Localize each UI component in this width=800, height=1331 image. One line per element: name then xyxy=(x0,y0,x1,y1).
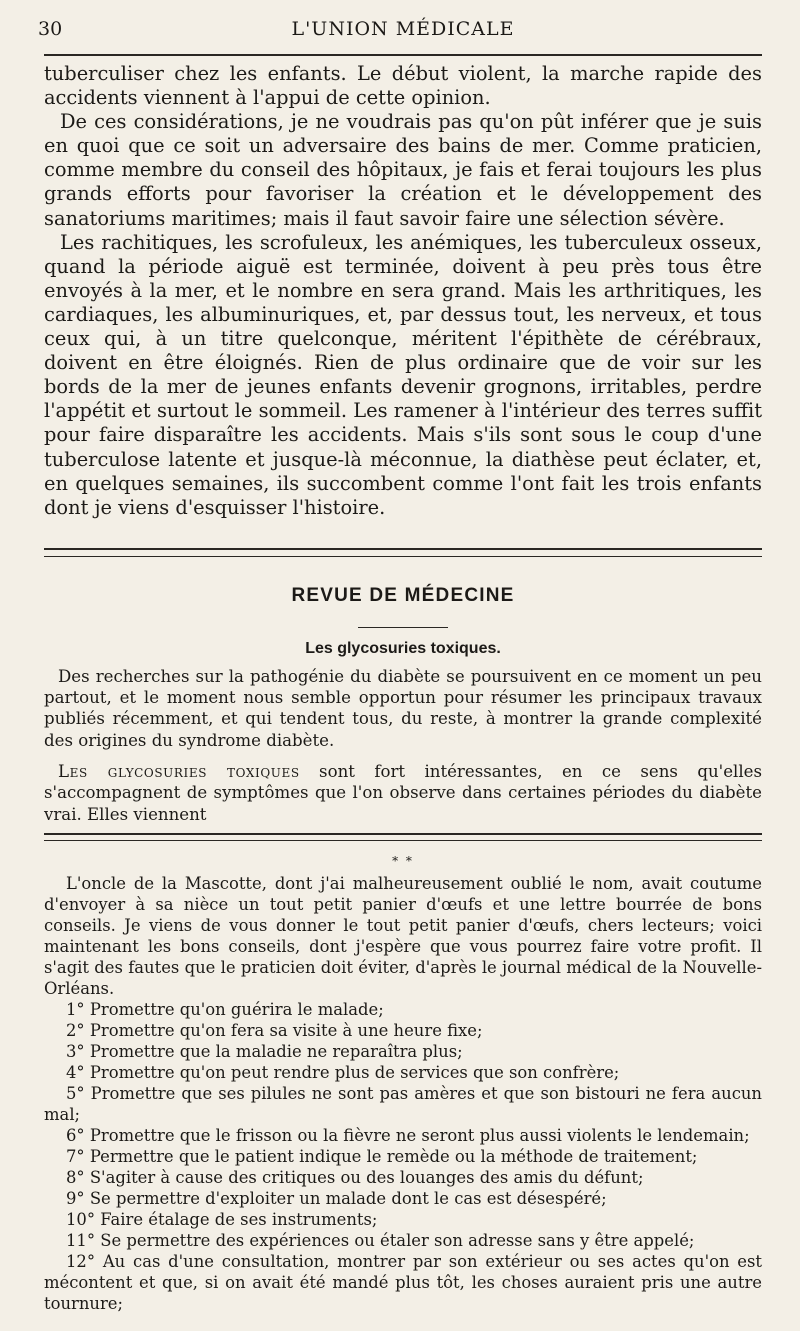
list-item: 5° Promettre que ses pilules ne sont pas amères et que son bistouri ne fera aucun mal; xyxy=(44,1083,762,1124)
list-item: 6° Promettre que le frisson ou la fièvre ne seront plus aussi violents le lendemain; xyxy=(66,1125,750,1145)
advice-list xyxy=(44,999,762,1314)
list-item: 7° Permettre que le patient indique le remède ou la méthode de traitement; xyxy=(66,1146,698,1166)
paragraph: Les rachitiques, les scrofuleux, les anémiques, les tuberculeux osseux, quand la période aiguë est terminée, doivent à peu près tous être envoyés à la mer, et le nombre en sera grand. Mais les arthritiques, les cardiaques, les albuminuriques, et, par dessus tout, les nerveux, et tous ceux qui, à un titre quelconque, méritent l'épithète de cérébraux, doivent en être éloignés. Rien de plus ordinaire que de voir sur les bords de la mer de jeunes enfants devenir grognons, irritables, perdre l'appétit et surtout le sommeil. Les ramener à l'intérieur des terres suffit pour faire disparaître les accidents. Mais s'ils sont sous le coup d'une tuberculose latente et jusque-là méconnue, la diathèse peut éclater, et, en quelques semaines, ils succombent comme l'ont fait les trois enfants dont je viens d'esquisser l'histoire. xyxy=(44,230,762,519)
article-paragraph xyxy=(44,761,762,825)
paragraph: tuberculiser chez les enfants. Le début violent, la marche rapide des accidents viennent à l'appui de cette opinion. xyxy=(44,62,762,110)
list-item: 1° Promettre qu'on guérira le malade; xyxy=(66,999,384,1019)
article-title: Les glycosuries toxiques. xyxy=(305,639,501,657)
title-rule xyxy=(358,627,448,628)
page-number: 30 xyxy=(38,18,63,40)
running-title: L'UNION MÉDICALE xyxy=(291,18,515,40)
feuilleton-intro: L'oncle de la Mascotte, dont j'ai malheureusement oublié le nom, avait coutume d'envoyer à sa nièce un tout petit panier d'œufs et une lettre bourrée de bons conseils. Je viens de vous donner le tout petit panier d'œufs, chers lecteurs; voici maintenant les bons conseils, dont j'espère que vous pourrez faire votre profit. Il s'agit des fautes que le praticien doit éviter, d'après le journal médical de la Nouvelle-Orléans. xyxy=(44,873,762,998)
list-item: 2° Promettre qu'on fera sa visite à une heure fixe; xyxy=(66,1020,483,1040)
page-header xyxy=(38,10,762,44)
lead-in: Les glycosuries toxiques xyxy=(58,761,300,781)
list-item: 3° Promettre que la maladie ne reparaîtra plus; xyxy=(66,1041,463,1061)
list-item: 4° Promettre qu'on peut rendre plus de services que son confrère; xyxy=(66,1062,620,1082)
list-item: 11° Se permettre des expériences ou étaler son adresse sans y être appelé; xyxy=(66,1230,695,1250)
section-divider xyxy=(44,548,762,557)
paragraph-text: sont fort intéressantes, en ce sens qu'elles s'accompagnent de symptômes que l'on observe dans certaines périodes du diabète vrai. Elles viennent xyxy=(44,761,762,824)
list-item: 9° Se permettre d'exploiter un malade dont le cas est désespéré; xyxy=(66,1188,607,1208)
article-paragraph: Des recherches sur la pathogénie du diabète se poursuivent en ce moment un peu partout, et le moment nous semble opportun pour résumer les principaux travaux publiés récemment, et qui tendent tous, du reste, à montrer la grande complexité des origines du syndrome diabète. xyxy=(44,666,762,750)
asterism: * * xyxy=(392,853,414,868)
list-item: 12° Au cas d'une consultation, montrer par son extérieur ou ses actes qu'on est mécontent et que, si on avait été mandé plus tôt, les choses auraient pris une autre tournure; xyxy=(44,1251,762,1313)
list-item: 8° S'agiter à cause des critiques ou des louanges des amis du défunt; xyxy=(66,1167,644,1187)
header-rule xyxy=(44,54,762,56)
paragraph: De ces considérations, je ne voudrais pas qu'on pût inférer que je suis en quoi que ce soit un adversaire des bains de mer. Comme praticien, comme membre du conseil des hôpitaux, je fais et ferai toujours les plus grands efforts pour favoriser la création et le développement des sanatoriums maritimes; mais il faut savoir faire une sélection sévère. xyxy=(44,110,762,230)
feuilleton-divider xyxy=(44,833,762,841)
section-title: REVUE DE MÉDECINE xyxy=(291,584,515,606)
list-item: 10° Faire étalage de ses instruments; xyxy=(66,1209,378,1229)
